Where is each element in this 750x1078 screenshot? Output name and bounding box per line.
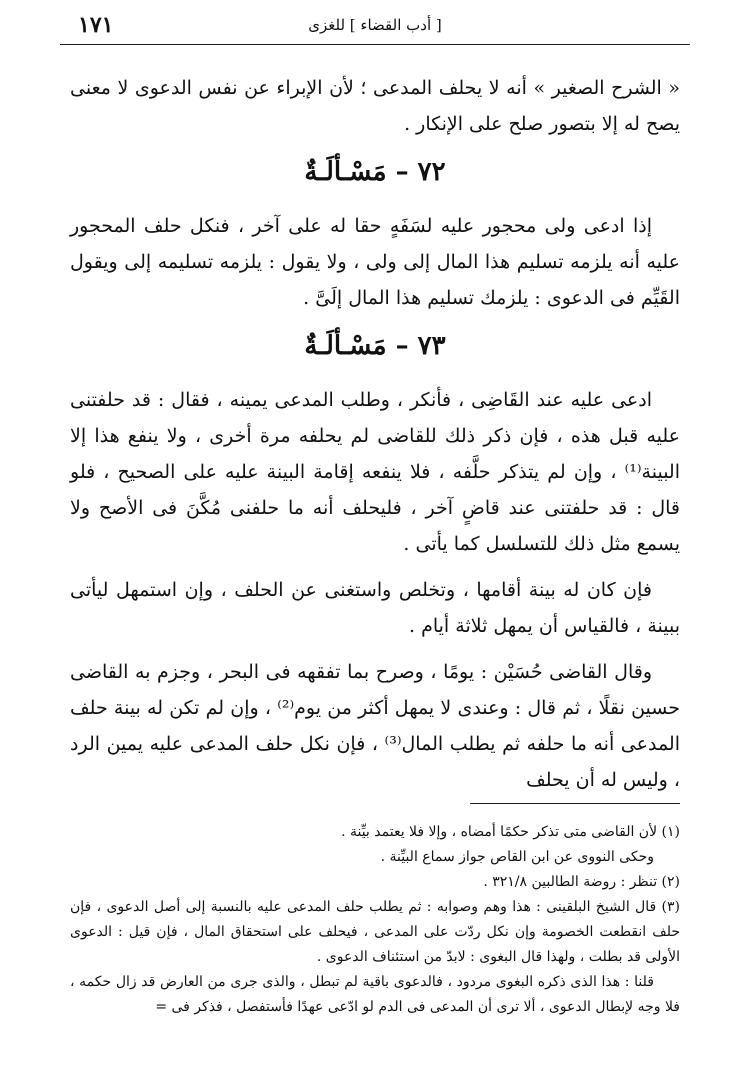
paragraph-3: ادعى عليه عند القَاضِى ، فأنكر ، وطلب المدعى يمينه ، فقال : قد حلفتنى عليه قبل هذه ، فإن ذكر ذلك للقاضى لم يحلفه مرة أخرى ، ولا ينفع هذا إلا البينة⁽¹⁾ ، وإن لم يتذكر حلَّفه ، فلا ينفعه إقامة البينة عليه على الصحيح ، فلو قال : قد حلفتنى عند قاضٍ آخر ، فليحلف أنه ما حلفنى مُكَّنَ فى الأصح ولا يسمع مثل ذلك للتسلسل كما يأتى . bbox=[70, 389, 680, 555]
main-text bbox=[70, 70, 680, 808]
paragraph-2: إذا ادعى ولى محجور عليه لسَفَهٍ حقا له على آخر ، فنكل حلف المحجور عليه أنه يلزمه تسليم هذا المال إلى ولى ، ولا يقول : يلزمه تسليمه إلى ويقول القَيِّم فى الدعوى : يلزمك تسليم هذا المال إلَىَّ . bbox=[70, 215, 680, 309]
page-number: ١٧١ bbox=[78, 12, 114, 38]
paragraph-1: « الشرح الصغير » أنه لا يحلف المدعى ؛ لأن الإبراء عن نفس الدعوى لا معنى يصح له إلا بتصور صلح على الإنكار . bbox=[70, 77, 680, 135]
paragraph-4: فإن كان له بينة أقامها ، وتخلص واستغنى عن الحلف ، وإن استمهل ليأتى ببينة ، فالقياس أن يمهل ثلاثة أيام . bbox=[70, 579, 680, 637]
footnotes bbox=[70, 820, 680, 1020]
footnote-3: (٣) قال الشيخ البلقينى : هذا وهم وصوابه : ثم يطلب حلف المدعى عليه بالنسبة إلى أصل الدعوى ، فإن حلف انقطعت الخصومة وإن نكل ردّت على المدعى ، فيحلف على استحقاق المال ، فإن قيل : الدعوى الأولى قد بطلت ، ولهذا قال البغوى : لابدّ من استئناف الدعوى . bbox=[70, 899, 680, 965]
footnote-divider bbox=[470, 803, 680, 804]
section-heading-73: ٧٣ – مَسْـألَـةٌ bbox=[304, 331, 446, 361]
paragraph-5: وقال القاضى حُسَيْن : يومًا ، وصرح بما تفقهه فى البحر ، وجزم به القاضى حسين نقلًا ، ثم قال : وعندى لا يمهل أكثر من يوم⁽²⁾ ، وإن لم تكن له بينة حلف المدعى أنه ما حلفه ثم يطلب المال⁽³⁾ ، فإن نكل حلف المدعى عليه يمين الرد ، وليس له أن يحلف bbox=[70, 661, 680, 791]
running-title: [ أدب القضاء ] للغزى bbox=[308, 16, 442, 34]
footnote-2: (٢) تنظر : روضة الطالبين ٣٢١/٨ . bbox=[483, 874, 680, 890]
footnote-3-continued: قلنا : هذا الذى ذكره البغوى مردود ، فالدعوى باقية لم تبطل ، والذى جرى من العارض قد زال حكمه ، فلا وجه لإبطال الدعوى ، ألا ترى أن المدعى فى الدم لو ادّعى عهدًا فأستفصل ، فذكر فى = bbox=[70, 974, 680, 1015]
footnote-1: (١) لأن القاضى متى تذكر حكمًا أمضاه ، وإلا فلا يعتمد بيِّنة . bbox=[341, 824, 680, 840]
page-header bbox=[60, 10, 690, 45]
footnote-1-continued: وحكى النووى عن ابن القاص جواز سماع البيِّنة . bbox=[380, 849, 654, 865]
section-heading-72: ٧٢ – مَسْـألَـةٌ bbox=[304, 157, 446, 187]
